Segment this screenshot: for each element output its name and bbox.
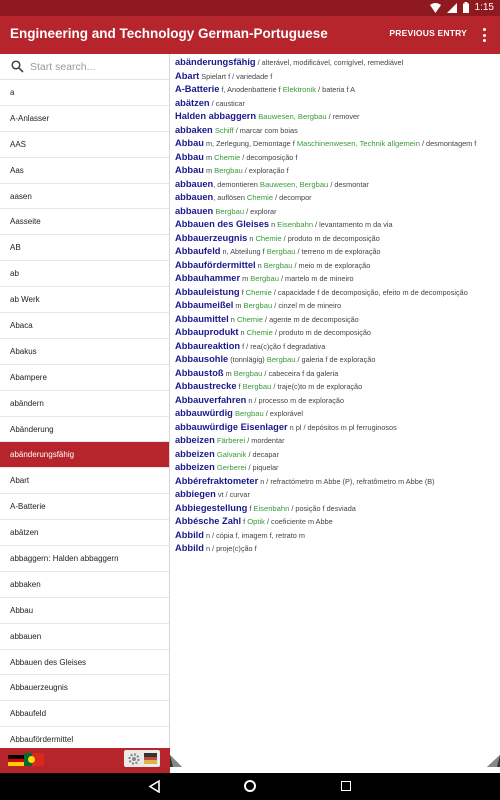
- entry-text: / remover: [326, 112, 360, 121]
- entry-headword[interactable]: Abbauleistung: [175, 286, 240, 297]
- word-list-item[interactable]: abbauen: [0, 624, 169, 650]
- entry-headword[interactable]: abbeizen: [175, 435, 215, 445]
- entry-headword[interactable]: Abbild: [175, 543, 204, 553]
- entry-domain-label[interactable]: Bergbau: [213, 206, 245, 216]
- entry-headword[interactable]: Abbau: [175, 165, 204, 175]
- page-curl-left-icon: [170, 755, 182, 767]
- dictionary-entry[interactable]: [175, 205, 500, 219]
- entry-text: (tonnlägig): [228, 355, 267, 364]
- dictionary-entry[interactable]: [175, 137, 500, 151]
- entry-text: n, Abteilung f: [220, 247, 267, 256]
- search-bar: [0, 54, 169, 80]
- entry-domain-label[interactable]: Bergbau: [242, 382, 272, 391]
- status-icons: [430, 2, 494, 13]
- entry-headword[interactable]: Abbauverfahren: [175, 394, 247, 405]
- page-curl-right-icon: [487, 755, 500, 767]
- dictionary-entry[interactable]: [175, 434, 500, 448]
- entry-text: / produto m de decomposição: [272, 328, 371, 337]
- word-list-item[interactable]: A-Batterie: [0, 494, 169, 520]
- word-list-item[interactable]: ab Werk: [0, 287, 169, 313]
- entry-headword[interactable]: Halden abbaggern: [175, 111, 257, 121]
- entry-headword[interactable]: Abbau: [175, 138, 204, 148]
- dictionary-entry[interactable]: [175, 299, 500, 313]
- entry-text: n: [228, 314, 237, 324]
- word-list-item[interactable]: AAS: [0, 132, 169, 158]
- entry-domain-label[interactable]: Bergbau: [263, 260, 293, 270]
- word-list-item[interactable]: Abaca: [0, 313, 169, 339]
- dictionary-entry[interactable]: [175, 448, 500, 462]
- dictionary-entry[interactable]: [175, 353, 500, 367]
- entry-text: / agente m de decomposição: [263, 314, 359, 324]
- entry-headword[interactable]: Abbaufeld: [175, 246, 221, 256]
- dictionary-entry[interactable]: [175, 529, 500, 543]
- dictionary-entry[interactable]: [175, 97, 500, 111]
- entry-domain-label[interactable]: Gerberei: [214, 463, 247, 472]
- dictionary-entry[interactable]: [175, 340, 500, 354]
- entry-headword[interactable]: Abbauen des Gleises: [175, 219, 270, 229]
- overflow-menu-icon[interactable]: [476, 27, 492, 43]
- word-list-item[interactable]: Abakus: [0, 339, 169, 365]
- entry-text: / traje(c)to m de exploração: [271, 382, 363, 391]
- entry-text: n / refractómetro m Abbe (P), refratômetro m Abbe (B): [258, 476, 435, 486]
- dictionary-entry[interactable]: [175, 83, 500, 97]
- dictionary-entry[interactable]: [175, 164, 500, 178]
- dictionary-entry[interactable]: [175, 259, 500, 273]
- app-title: Engineering and Technology German-Portuguese: [10, 26, 328, 41]
- word-list: [0, 80, 169, 748]
- entry-headword[interactable]: Abbaustrecke: [175, 381, 237, 391]
- dictionary-entry[interactable]: [175, 421, 500, 435]
- entry-headword[interactable]: Abbaumittel: [175, 313, 229, 324]
- entry-domain-label[interactable]: Bergbau: [266, 355, 296, 364]
- entry-headword[interactable]: abbauwürdige Eisenlager: [175, 421, 288, 432]
- dictionary-entry[interactable]: [175, 286, 500, 300]
- entry-text: , auflösen: [213, 193, 247, 202]
- dictionary-entry[interactable]: [175, 380, 500, 394]
- entry-text: , demontieren: [213, 179, 260, 189]
- word-list-item[interactable]: abätzen: [0, 520, 169, 546]
- entry-domain-label[interactable]: Färberei: [214, 436, 246, 445]
- status-bar: [0, 0, 500, 16]
- entry-text: / desmontagem f: [419, 139, 477, 148]
- entry-headword[interactable]: A-Batterie: [175, 84, 220, 94]
- search-input[interactable]: [30, 58, 160, 76]
- word-list-item[interactable]: AB: [0, 235, 169, 261]
- entry-text: m: [203, 152, 215, 162]
- dictionary-entry[interactable]: [175, 394, 500, 408]
- entry-headword[interactable]: abänderungsfähig: [175, 57, 256, 67]
- dictionary-entry[interactable]: [175, 151, 500, 165]
- entry-text: / meio m de exploração: [292, 260, 371, 270]
- entry-text: f / rea(c)ção f degradativa: [240, 341, 326, 351]
- entry-text: n: [269, 220, 278, 229]
- entry-text: / decompor: [273, 193, 312, 202]
- entry-text: n: [247, 233, 256, 243]
- app-bar: [0, 16, 500, 54]
- dictionary-entry[interactable]: [175, 232, 500, 246]
- entry-text: / piquelar: [246, 463, 279, 472]
- entry-headword[interactable]: abbaken: [175, 124, 213, 135]
- entry-headword[interactable]: Abbérefraktometer: [175, 475, 259, 486]
- mini-flags-icon: [144, 753, 157, 764]
- entry-text: / exploração f: [242, 166, 289, 175]
- word-list-item[interactable]: Abart: [0, 468, 169, 494]
- entry-text: / galeria f de exploração: [295, 355, 376, 364]
- entry-headword[interactable]: Abbaustoß: [175, 367, 224, 378]
- previous-entry-button[interactable]: PREVIOUS ENTRY: [389, 28, 467, 38]
- entry-text: / martelo m de mineiro: [278, 274, 354, 283]
- entry-domain-label[interactable]: Chemie: [214, 152, 241, 162]
- entry-text: / cinzel m de mineiro: [272, 301, 342, 310]
- entry-text: m: [233, 301, 244, 310]
- entry-headword[interactable]: Abbild: [175, 529, 204, 540]
- dictionary-entry[interactable]: [175, 191, 500, 205]
- navigation-bar: [0, 773, 500, 800]
- entry-domain-label[interactable]: Bergbau: [233, 368, 263, 378]
- word-list-item[interactable]: abändern: [0, 391, 169, 417]
- dictionary-entry[interactable]: [175, 70, 500, 84]
- entry-text: f, Anodenbatterie f: [219, 85, 283, 94]
- entry-headword[interactable]: Abbaufördermittel: [175, 259, 256, 270]
- dictionary-entry[interactable]: [175, 367, 500, 381]
- entry-domain-label[interactable]: Bergbau: [243, 301, 273, 310]
- dictionary-entry[interactable]: [175, 461, 500, 475]
- entry-text: / explorar: [244, 206, 277, 216]
- entry-headword[interactable]: Abart: [175, 70, 200, 81]
- entry-text: / coeficiente m Abbe: [264, 517, 333, 526]
- entry-headword[interactable]: Abbau: [175, 151, 204, 162]
- dictionary-entry[interactable]: [175, 407, 500, 421]
- entry-headword[interactable]: Abbésche Zahl: [175, 516, 242, 526]
- entry-text: vt / curvar: [215, 490, 250, 499]
- entry-text: n: [255, 260, 264, 270]
- dictionary-entry[interactable]: [175, 124, 500, 138]
- battery-icon: [463, 2, 469, 13]
- word-list-item[interactable]: ab: [0, 261, 169, 287]
- entry-text: / causticar: [209, 98, 245, 108]
- entry-headword[interactable]: abbauen: [175, 192, 214, 202]
- entry-domain-label[interactable]: Optik: [247, 517, 265, 526]
- dictionary-entry[interactable]: [175, 178, 500, 192]
- entry-text: f / variedade f: [228, 71, 273, 81]
- portuguese-flag-icon[interactable]: [24, 753, 44, 766]
- word-list-item[interactable]: Abänderung: [0, 417, 169, 443]
- entry-domain-label[interactable]: Bergbau: [232, 409, 264, 418]
- entry-text: / capacidade f de decomposição, efeito m de decomposição: [271, 287, 468, 297]
- word-list-item[interactable]: Abbau: [0, 598, 169, 624]
- entry-text: n: [238, 328, 247, 337]
- entry-text: f: [239, 287, 246, 297]
- entry-text: / mordentar: [245, 436, 285, 445]
- entry-text: m: [240, 274, 251, 283]
- entry-text: n / cópia f, imagem f, retrato m: [203, 530, 305, 540]
- word-list-item[interactable]: Abbauen des Gleises: [0, 650, 169, 676]
- entry-headword[interactable]: abbauwürdig: [175, 408, 233, 418]
- dictionary-entry[interactable]: [175, 313, 500, 327]
- entry-headword[interactable]: Abbausohle: [175, 354, 229, 364]
- entry-text: / levantamento m da via: [313, 220, 393, 229]
- entry-headword[interactable]: abbauen: [175, 205, 214, 216]
- entry-headword[interactable]: Abbauerzeugnis: [175, 232, 248, 243]
- entry-domain-label[interactable]: Bergbau: [250, 274, 279, 283]
- word-list-item[interactable]: abbaggern: Halden abbaggern: [0, 546, 169, 572]
- entry-text: / marcar com boias: [233, 125, 298, 135]
- entry-text: / cabeceira f da galeria: [262, 368, 339, 378]
- entry-domain-label[interactable]: Elektronik: [282, 85, 317, 94]
- tools-button[interactable]: [124, 750, 160, 767]
- entry-domain-label[interactable]: Bauwesen, Bergbau: [256, 112, 327, 121]
- entry-text: / explorável: [263, 409, 304, 418]
- entry-domain-label[interactable]: Chemie: [245, 287, 272, 297]
- entry-domain-label[interactable]: Chemie: [246, 193, 274, 202]
- recent-apps-icon[interactable]: [341, 781, 351, 791]
- dictionary-entry[interactable]: [175, 542, 500, 556]
- entry-headword[interactable]: Abbauhammer: [175, 273, 241, 283]
- signal-icon: [447, 3, 457, 13]
- dictionary-entry[interactable]: [175, 515, 500, 529]
- dictionary-entry[interactable]: [175, 56, 500, 70]
- search-icon: [11, 60, 24, 73]
- entry-text: / terreno m de exploração: [295, 247, 381, 256]
- dictionary-entry[interactable]: [175, 110, 500, 124]
- word-list-item[interactable]: abänderungsfähig: [0, 442, 169, 468]
- entry-domain-label[interactable]: Chemie: [236, 314, 264, 324]
- entry-text: f: [236, 382, 243, 391]
- entry-headword[interactable]: abbauen: [175, 178, 214, 189]
- entry-text: m: [223, 368, 234, 378]
- entry-text: m, Zerlegung, Demontage f: [203, 139, 297, 148]
- entry-text: / decomposição f: [240, 152, 298, 162]
- dictionary-entry[interactable]: [175, 488, 500, 502]
- dictionary-entry[interactable]: [175, 272, 500, 286]
- entry-domain-label[interactable]: Bauwesen, Bergbau: [259, 179, 329, 189]
- word-list-item[interactable]: a: [0, 80, 169, 106]
- entry-text: / posição f desviada: [289, 503, 356, 513]
- entry-text: f: [241, 517, 248, 526]
- entry-domain-label[interactable]: Bergbau: [214, 166, 243, 175]
- entry-text: f: [247, 503, 254, 513]
- entry-text: Spielart: [199, 71, 229, 81]
- entry-headword[interactable]: Abbauprodukt: [175, 327, 239, 337]
- entry-headword[interactable]: abbeizen: [175, 462, 215, 472]
- entry-headword[interactable]: Abbiegestellung: [175, 502, 248, 513]
- entry-text: n / processo m de exploração: [246, 395, 345, 405]
- dictionary-entry[interactable]: [175, 475, 500, 489]
- word-list-item[interactable]: aasen: [0, 184, 169, 210]
- dictionary-entries: [172, 54, 500, 764]
- word-list-item[interactable]: Aas: [0, 158, 169, 184]
- dictionary-entry[interactable]: [175, 245, 500, 259]
- entry-headword[interactable]: Abbaumeißel: [175, 300, 234, 310]
- entry-domain-label[interactable]: Bergbau: [266, 247, 296, 256]
- entry-text: / alterável, modificável, corrigível, remediável: [255, 58, 404, 67]
- dictionary-entry[interactable]: [175, 502, 500, 516]
- entry-headword[interactable]: Abbaureaktion: [175, 340, 241, 351]
- entry-domain-label[interactable]: Chemie: [255, 233, 282, 243]
- back-icon[interactable]: [148, 780, 161, 793]
- word-list-item[interactable]: Abampere: [0, 365, 169, 391]
- word-list-item[interactable]: Abbaufördermittel: [0, 727, 169, 748]
- word-list-item[interactable]: Abbauerzeugnis: [0, 675, 169, 701]
- entry-text: m: [203, 166, 215, 175]
- entry-headword[interactable]: abbiegen: [175, 489, 216, 499]
- dictionary-entry[interactable]: [175, 326, 500, 340]
- entry-domain-label[interactable]: Eisenbahn: [277, 220, 314, 229]
- word-list-item[interactable]: Aasseite: [0, 209, 169, 235]
- german-flag-icon[interactable]: [8, 755, 24, 766]
- wifi-icon: [430, 3, 441, 13]
- word-list-panel: [0, 54, 170, 748]
- dictionary-entry[interactable]: [175, 218, 500, 232]
- entry-text: / decapar: [246, 449, 279, 459]
- entry-domain-label[interactable]: Schiff: [212, 125, 234, 135]
- entry-domain-label[interactable]: Eisenbahn: [253, 503, 290, 513]
- entry-text: / desmontar: [328, 179, 369, 189]
- entry-headword[interactable]: abbeizen: [175, 448, 215, 459]
- entry-text: / bateria f A: [316, 85, 356, 94]
- entry-domain-label[interactable]: Galvanik: [214, 449, 247, 459]
- entry-headword[interactable]: abätzen: [175, 97, 210, 108]
- entry-text: n / proje(c)ção f: [203, 544, 257, 553]
- status-time: 1:15: [474, 2, 494, 13]
- entry-text: / produto m de decomposição: [281, 233, 380, 243]
- word-list-item[interactable]: A-Anlasser: [0, 106, 169, 132]
- gear-icon: [127, 752, 141, 766]
- home-icon[interactable]: [244, 780, 256, 792]
- word-list-item[interactable]: Abbaufeld: [0, 701, 169, 727]
- entry-text: n pl / depósitos m pl ferruginosos: [287, 422, 397, 432]
- word-list-item[interactable]: abbaken: [0, 572, 169, 598]
- entry-domain-label[interactable]: Maschinenwesen, Technik allgemein: [296, 139, 420, 148]
- entry-domain-label[interactable]: Chemie: [246, 328, 273, 337]
